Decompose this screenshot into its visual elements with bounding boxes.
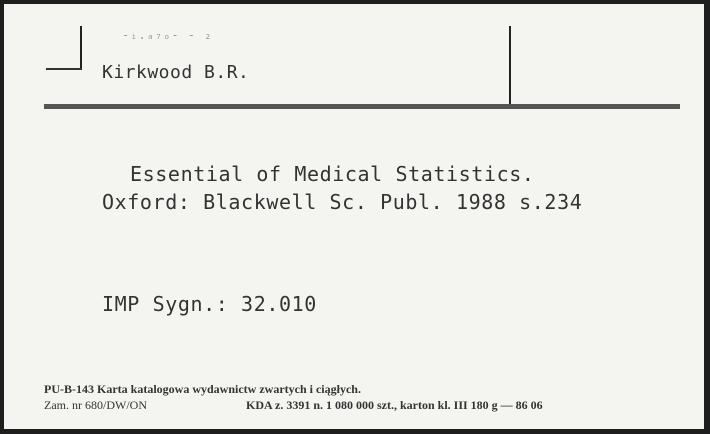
left-vertical-rule bbox=[80, 26, 82, 70]
imprint-line: Oxford: Blackwell Sc. Publ. 1988 s.234 bbox=[102, 190, 583, 214]
author-tick-rule bbox=[46, 68, 82, 70]
faint-pencil-mark: -ᵢ.ₐ₇ₒ- - ₂ bbox=[122, 28, 213, 42]
printed-form-caption: PU-B-143 Karta katalogowa wydawnictw zwartych i ciągłych. bbox=[44, 382, 361, 396]
author-line: Kirkwood B.R. bbox=[102, 62, 250, 83]
catalog-card bbox=[4, 4, 704, 429]
shelfmark-line: IMP Sygn.: 32.010 bbox=[102, 292, 317, 316]
heading-separator-rule bbox=[44, 104, 680, 109]
right-vertical-rule bbox=[509, 26, 511, 108]
order-number: Zam. nr 680/DW/ON bbox=[44, 398, 147, 412]
title-line: Essential of Medical Statistics. bbox=[130, 162, 535, 186]
print-run-info: KDA z. 3391 n. 1 080 000 szt., karton kl. III 180 g — 86 06 bbox=[246, 398, 543, 412]
